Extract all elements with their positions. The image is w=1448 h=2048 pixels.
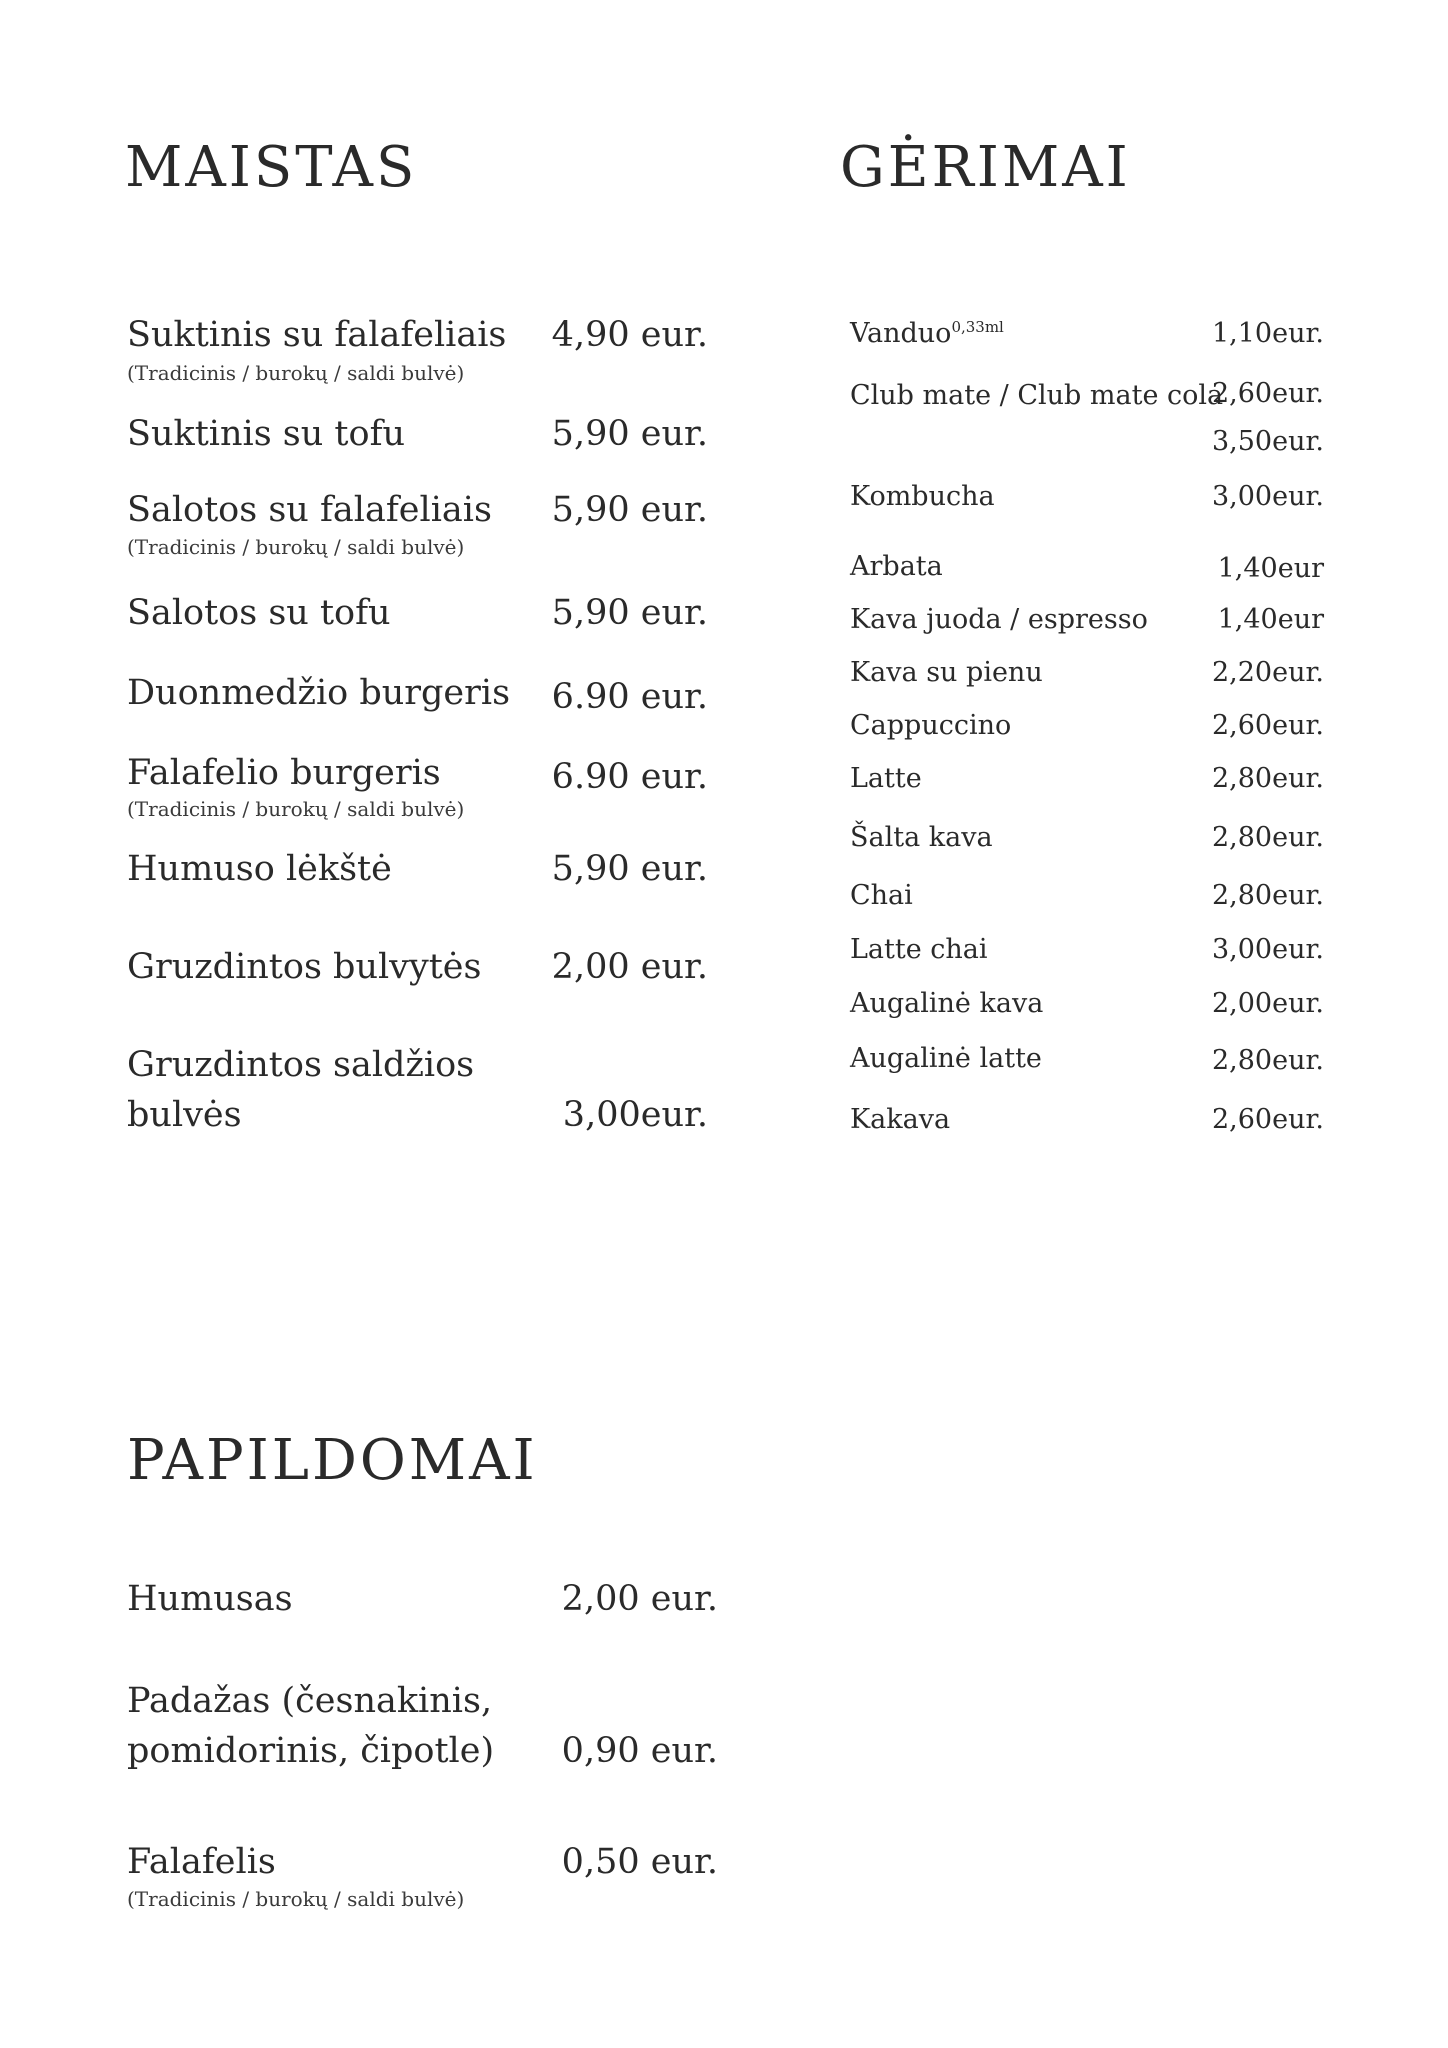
drink-item-name: Club mate / Club mate cola <box>850 380 1224 411</box>
drink-item-name: Arbata <box>850 551 943 582</box>
food-item-name: Humuso lėkštė <box>127 849 392 889</box>
drink-item-price: 2,80eur. <box>1211 822 1324 853</box>
extras-item-price: 0,50 eur. <box>561 1842 718 1882</box>
drink-item-name: Augalinė latte <box>850 1043 1042 1074</box>
food-item-name-line-2: bulvės <box>127 1095 242 1135</box>
food-item-name: Suktinis su falafeliais <box>127 315 507 355</box>
food-item-name-line-1: Gruzdintos saldžios <box>127 1045 475 1085</box>
drink-item-price: 2,60eur. <box>1211 378 1324 409</box>
drink-item-price: 3,00eur. <box>1211 934 1324 965</box>
food-item-name: Salotos su tofu <box>127 593 391 633</box>
food-item-note: (Tradicinis / burokų / saldi bulvė) <box>127 797 465 821</box>
drink-item-price: 3,00eur. <box>1211 481 1324 512</box>
extras-item-name-line-2: pomidorinis, čipotle) <box>127 1731 495 1771</box>
drink-item-price: 1,40eur <box>1217 553 1324 584</box>
food-item-name: Salotos su falafeliais <box>127 490 492 530</box>
drink-item-price: 2,80eur. <box>1211 1045 1324 1076</box>
extras-section-title: PAPILDOMAI <box>127 1428 538 1493</box>
drink-item-name: Latte <box>850 763 922 794</box>
food-item-price: 5,90 eur. <box>551 414 708 454</box>
drink-item-price: 1,10eur. <box>1211 318 1324 349</box>
food-item-price: 5,90 eur. <box>551 593 708 633</box>
drink-item-price: 2,60eur. <box>1211 710 1324 741</box>
extras-item-name: Falafelis <box>127 1842 276 1882</box>
extras-item-name-line-1: Padažas (česnakinis, <box>127 1681 493 1721</box>
food-item-name: Suktinis su tofu <box>127 414 406 454</box>
extras-item-price: 2,00 eur. <box>561 1579 718 1619</box>
drink-item-name: Chai <box>850 880 913 911</box>
drink-item-name: Augalinė kava <box>850 988 1044 1019</box>
drink-item-name: Kombucha <box>850 481 995 512</box>
food-item-price: 5,90 eur. <box>551 490 708 530</box>
drink-item-price: 2,20eur. <box>1211 657 1324 688</box>
drink-item-price: 2,80eur. <box>1211 763 1324 794</box>
food-item-price: 6.90 eur. <box>551 677 708 717</box>
extras-item-note: (Tradicinis / burokų / saldi bulvė) <box>127 1887 465 1911</box>
food-item-price: 3,00eur. <box>562 1095 708 1135</box>
food-item-name: Gruzdintos bulvytės <box>127 947 482 987</box>
drink-item-price: 2,80eur. <box>1211 880 1324 911</box>
drink-item-price: 2,00eur. <box>1211 988 1324 1019</box>
drink-item-name: Cappuccino <box>850 710 1012 741</box>
food-item-name: Falafelio burgeris <box>127 753 441 793</box>
food-item-price: 6.90 eur. <box>551 757 708 797</box>
drink-item-price-large: 3,50eur. <box>1211 426 1324 457</box>
drink-item-price: 2,60eur. <box>1211 1104 1324 1135</box>
food-item-name: Duonmedžio burgeris <box>127 673 511 713</box>
food-item-price: 4,90 eur. <box>551 315 708 355</box>
extras-item-price: 0,90 eur. <box>561 1731 718 1771</box>
drink-item-price: 1,40eur <box>1217 604 1324 635</box>
food-section-title: MAISTAS <box>125 135 418 200</box>
drink-item-name <box>850 318 1004 349</box>
extras-item-name: Humusas <box>127 1579 293 1619</box>
food-item-note: (Tradicinis / burokų / saldi bulvė) <box>127 361 465 385</box>
drink-item-name: Kava juoda / espresso <box>850 604 1148 635</box>
food-item-price: 5,90 eur. <box>551 849 708 889</box>
food-item-price: 2,00 eur. <box>551 947 708 987</box>
drink-item-name: Kakava <box>850 1104 951 1135</box>
drink-item-quantity: 0,33ml <box>951 318 1004 336</box>
food-item-note: (Tradicinis / burokų / saldi bulvė) <box>127 535 465 559</box>
drink-item-name: Kava su pienu <box>850 657 1043 688</box>
drink-item-name: Latte chai <box>850 934 988 965</box>
drink-item-name: Šalta kava <box>850 822 993 853</box>
drinks-section-title: GĖRIMAI <box>840 135 1131 200</box>
drink-item-label: Vanduo <box>850 318 952 349</box>
